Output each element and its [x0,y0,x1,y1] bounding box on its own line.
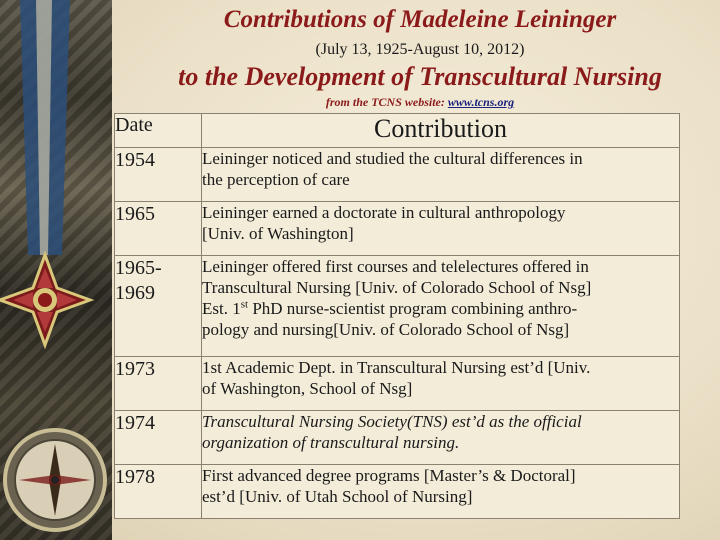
row-year: 1965 [115,202,202,256]
lifespan-dates: (July 13, 1925-August 10, 2012) [315,41,525,58]
row-contribution: 1st Academic Dept. in Transcultural Nursing est’d [Univ. of Washington, School of Nsg] [202,357,680,411]
row-contribution: Leininger earned a doctorate in cultural anthropology [Univ. of Washington] [202,202,680,256]
row-year: 1973 [115,357,202,411]
compass-icon [5,430,105,530]
column-header-contribution: Contribution [202,114,680,148]
map-collage-image [0,0,112,540]
medal-cross-icon [0,255,90,345]
row-contribution: Leininger offered first courses and telelectures offered in Transcultural Nursing [Univ. of Colorado School of Nsg] Est. 1st PhD nurse-scientist program combining anthro- pology and nursing[Univ. of Colorado School of Nsg] [202,256,680,357]
row-year: 1954 [115,148,202,202]
table-row [115,465,680,519]
table-row [115,256,680,357]
table-row [115,202,680,256]
table-row [115,357,680,411]
table-row [115,148,680,202]
source-link[interactable]: www.tcns.org [447,95,515,109]
title-line-1: Contributions of Madeleine Leininger [223,6,617,33]
row-contribution: Transcultural Nursing Society(TNS) est’d as the official organization of transcultural nursing. [202,411,680,465]
row-year: 1974 [115,411,202,465]
title-line-2: to the Development of Transcultural Nursing [178,62,662,91]
row-year: 1978 [115,465,202,519]
decor-svg [0,0,112,540]
contributions-table [114,113,680,519]
column-header-date: Date [115,114,202,148]
source-prefix: from the TCNS website: [325,95,448,109]
row-contribution: First advanced degree programs [Master’s & Doctoral] est’d [Univ. of Utah School of Nursing] [202,465,680,519]
table-row [115,411,680,465]
source-note [120,95,720,110]
row-contribution: Leininger noticed and studied the cultural differences in the perception of care [202,148,680,202]
row-year: 1965- 1969 [115,256,202,357]
table-header-row [115,114,680,148]
